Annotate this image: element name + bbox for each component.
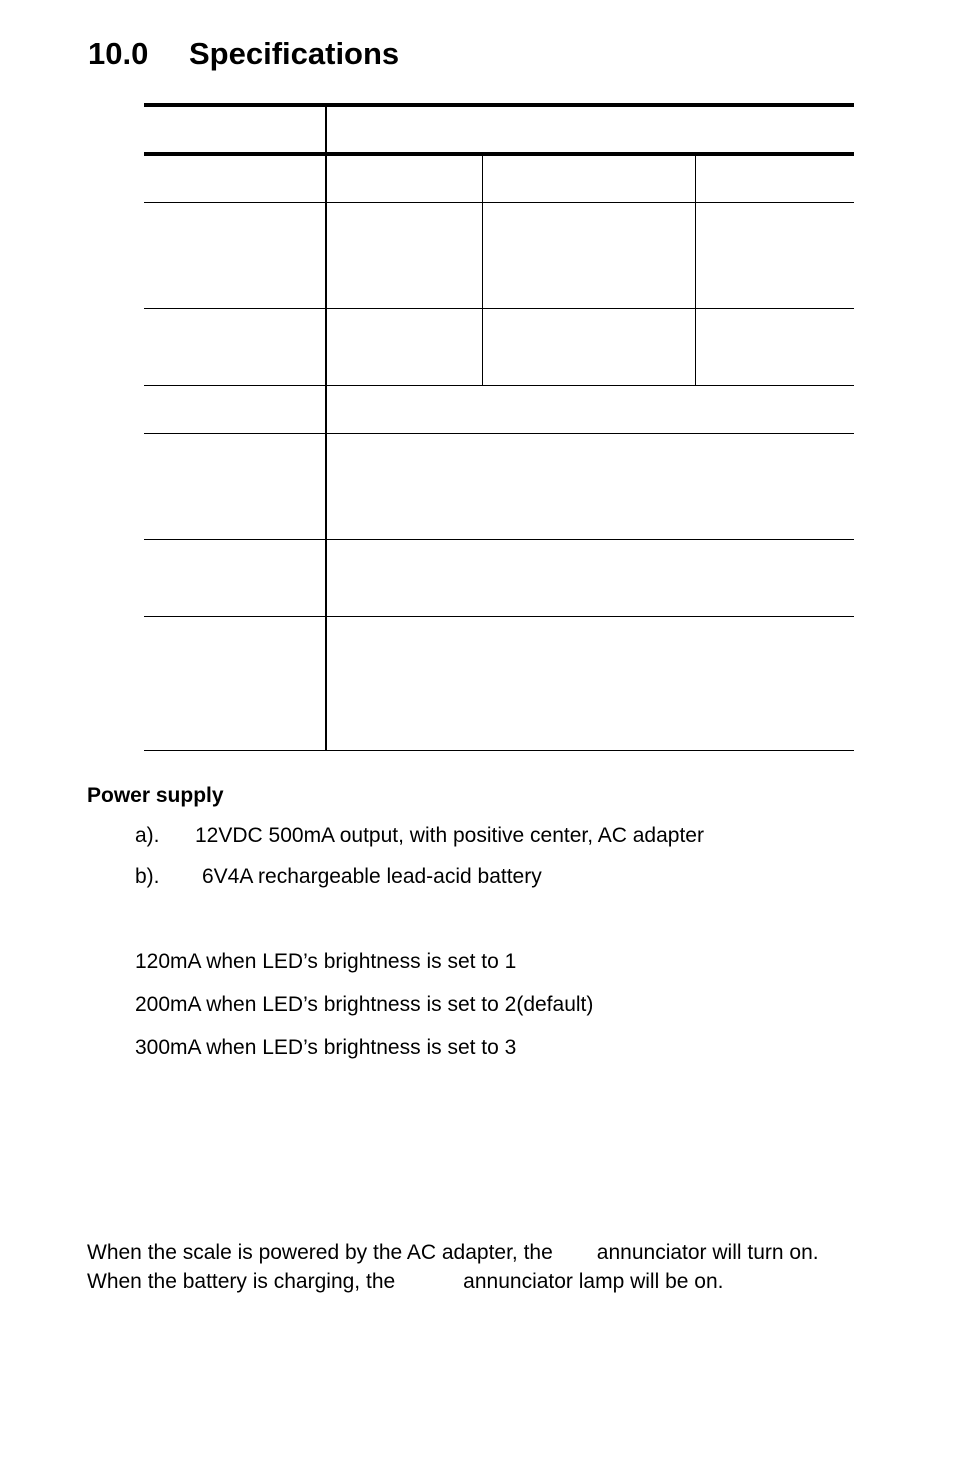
table-top-rule (144, 103, 854, 107)
list-item (135, 822, 704, 850)
list-marker: a). (135, 824, 160, 847)
table-row-rule (144, 539, 854, 540)
current-draw-line: 200mA when LED’s brightness is set to 2(default) (135, 993, 594, 1016)
note-text: annunciator will turn on. (596, 1241, 819, 1264)
table-column-rule (695, 154, 696, 385)
section-number: 10.0 (88, 36, 149, 71)
table-header-rule (144, 152, 854, 156)
list-item (135, 863, 542, 891)
table-row-rule (144, 202, 854, 203)
table-column-rule (482, 154, 483, 385)
table-row-rule (144, 616, 854, 617)
table-row-rule (144, 433, 854, 434)
table-bottom-rule (144, 750, 854, 751)
current-draw-line: 300mA when LED’s brightness is set to 3 (135, 1036, 517, 1059)
power-supply-label: Power supply (87, 784, 224, 807)
list-item-text: 6V4A rechargeable lead-acid battery (202, 865, 542, 888)
list-marker: b). (135, 865, 160, 888)
list-item-text: 12VDC 500mA output, with positive center, AC adapter (195, 824, 704, 847)
current-draw-line: 120mA when LED’s brightness is set to 1 (135, 950, 517, 973)
ac-adapter-note (87, 1239, 819, 1267)
table-row-rule (144, 385, 854, 386)
note-text: annunciator lamp will be on. (463, 1270, 724, 1293)
note-text: When the scale is powered by the AC adapter, the (87, 1241, 553, 1264)
section-title: Specifications (189, 36, 400, 71)
note-text: When the battery is charging, the (87, 1270, 396, 1293)
table-column-rule (325, 103, 327, 751)
table-row-rule (144, 308, 854, 309)
battery-charging-note (87, 1268, 724, 1296)
